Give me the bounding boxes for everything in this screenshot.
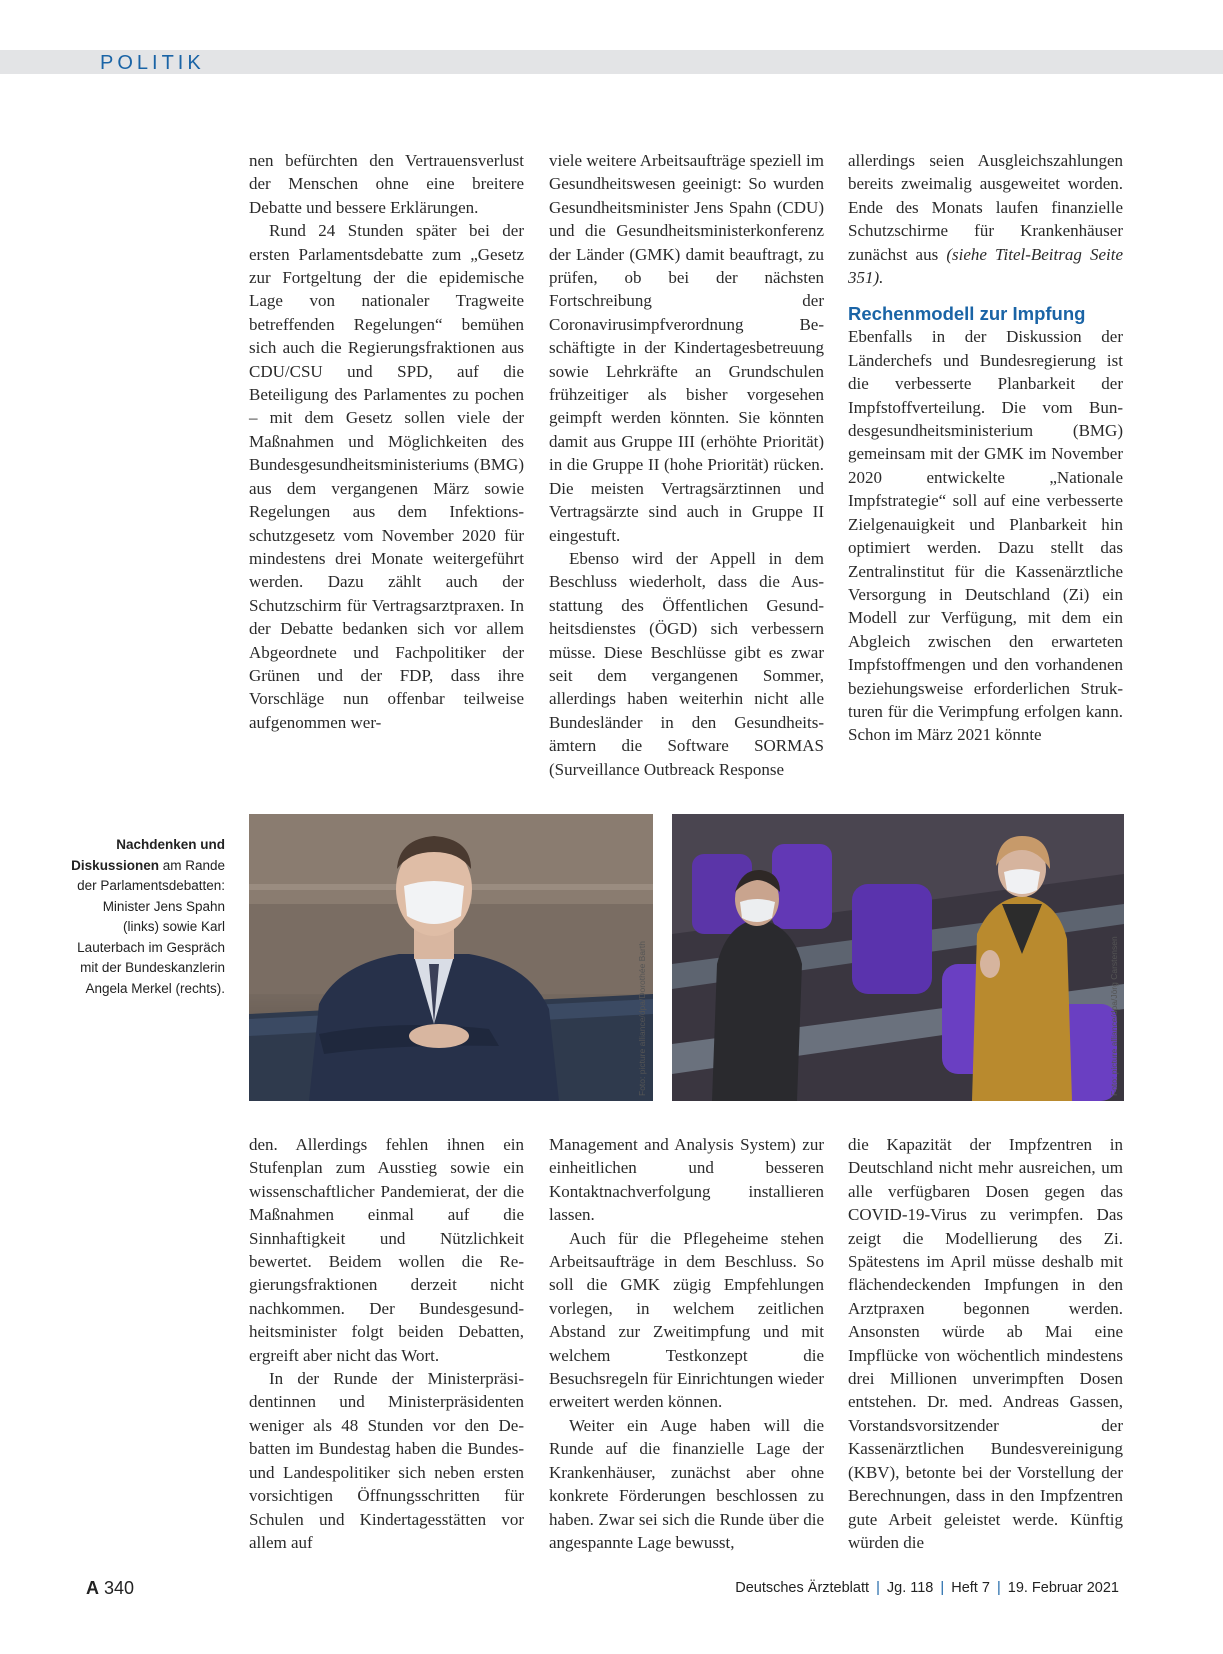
paragraph: Management and Analysis System) zur einheitlichen und besseren Kontaktnachverfolgung installieren lassen.	[549, 1135, 824, 1225]
photo-spahn-illustration	[249, 814, 653, 1101]
photo-lauterbach-merkel	[672, 814, 1124, 1101]
section-label: POLITIK	[100, 52, 205, 74]
photo-credit: Foto: picture alliance/dpa/Jörg Carstensen	[1109, 936, 1119, 1096]
subheading: Rechenmodell zur Impfung	[848, 303, 1086, 325]
separator: |	[876, 1580, 880, 1596]
paragraph: Weiter ein Auge haben will die Runde auf die finanzielle Lage der Krankenhäuser, zunächst aber ohne konkrete Förderungen beschlossen zu haben. Zwar sei sich die Runde über die angespannte Lage bewusst,	[549, 1415, 824, 1552]
caption-text: am Rande der Parlamentsdebatten: Minister Jens Spahn (links) sowie Karl Lauterbach im Gespräch mit der Bundeskanzlerin Angela Merkel (rechts).	[77, 857, 225, 996]
photo-caption	[70, 835, 225, 999]
paragraph: Ebenso wird der Appell in dem Beschluss wiederholt, dass die Ausstattung des Öffentlichen Gesundheitsdienstes (ÖGD) sich verbessern müsse. Diese Beschlüsse gibt es zwar seit dem vergangenen Sommer, allerdings haben weiterhin nicht alle Bundesländer in den Gesundheitsämtern die Software SORMAS (Surveillance Outbreack Response	[549, 548, 824, 779]
cross-reference: (siehe Titel-Beitrag Seite 351).	[848, 244, 1123, 288]
upper-column-1	[249, 149, 524, 734]
paragraph: In der Runde der Ministerpräsidentinnen und Ministerpräsidenten weniger als 48 Stunden vor den Debatten im Bundestag haben die Bundes- und Landespolitiker sich neben ersten vorsichtigen Öffnungsschritten für Schulen und Kindertagesstätten vor allem auf	[249, 1369, 524, 1552]
upper-column-2	[549, 149, 824, 781]
paragraph-text: allerdings seien Ausgleichszahlungen bereits zweimalig ausgeweitet worden. Ende des Monats laufen finanzielle Schutzschirme für Krankenhäuser zunächst aus	[848, 151, 1123, 264]
separator: |	[996, 1580, 1001, 1596]
page-prefix: A	[86, 1578, 99, 1598]
lower-column-1	[249, 1133, 524, 1554]
paragraph: die Kapazität der Impfzentren in Deutschland nicht mehr ausreichen, um alle verfügbaren Dosen gegen das COVID-19-Virus zu verimpfen. Das zeigt die Modellierung des Zi. Spätestens im April müsse deshalb mit flächendeckenden Impfungen in den Arztpraxen begonnen werden. Ansonsten würde ab Mai eine Impflücke von wöchentlich mindestens drei Millionen unverimpften Dosen entstehen. Dr. med. Andreas Gassen, Vorstandsvorsitzender der Kassenärztlichen Bundesvereinigung (KBV), betonte bei der Vorstellung der Berechnungen, dass in den Impfzentren gute Arbeit geleistet werde. Künftig würden die	[848, 1135, 1123, 1552]
photo-spahn	[249, 814, 653, 1101]
caption-lead: Nachdenken und Diskussionen	[71, 837, 225, 873]
page-number-value: 340	[104, 1578, 135, 1598]
journal-name: Deutsches Ärzteblatt	[735, 1580, 870, 1596]
journal-info	[735, 1580, 1119, 1596]
paragraph: Ebenfalls in der Diskussion der Länderchefs und Bundesregierung ist die verbesserte Planbarkeit der Impfstoffverteilung. Die vom Bundesgesundheitsministerium (BMG) gemeinsam mit der GMK im November 2020 entwickelte „Nationale Impfstrategie“ soll auf eine verbesserte Zielgenauigkeit und Planbarkeit hin optimiert werden. Dazu stellt das Zentralinstitut für die Kassenärztliche Versorgung in Deutschland (Zi) ein Modell zur Verfügung, mit dem ein Abgleich zwischen den erwarteten Impfstoffmengen und den vorhandenen beziehungsweise erforderlichen Strukturen für die Verimpfung erfolgen kann. Schon im März 2021 könnte	[848, 327, 1123, 745]
lower-column-3	[848, 1133, 1123, 1554]
paragraph: Rund 24 Stunden später bei der ersten Parlamentsdebatte zum „Gesetz zur Fortgeltung der die epidemische Lage von nationaler Tragweite betreffenden Regelungen“ bemühen sich auch die Regierungsfraktionen aus CDU/CSU und SPD, auf die Beteiligung des Parlamentes zu pochen – mit dem Gesetz sollen viele der Maßnahmen und Möglichkeiten des Bundesgesundheitsministeriums (BMG) aus dem vergangenen März sowie Regelungen aus dem Infektionsschutzgesetz vom November 2020 für mindestens drei Monate weitergeführt werden. Dazu zählt auch der Schutzschirm für Vertragsarztpraxen. In der Debatte bedanken sich vor allem Abgeordnete und Fachpolitiker der Grünen und der FDP, dass ihre Vorschläge nun offenbar teilweise aufgenommen wer-	[249, 221, 524, 732]
journal-issue: Heft 7	[951, 1580, 990, 1596]
photo-lauterbach-merkel-illustration	[672, 814, 1124, 1101]
paragraph: den. Allerdings fehlen ihnen ein Stufenplan zum Ausstieg sowie ein wissenschaftlicher Pandemierat, der die Maßnahmen einmal auf die Sinnhaftigkeit und Nützlichkeit bewertet. Beidem wollen die Regierungsfraktionen derzeit nicht nachkommen. Der Bundesgesundheitsminister folgt beiden Debatten, ergreift aber nicht das Wort.	[249, 1135, 524, 1365]
paragraph: viele weitere Arbeitsaufträge speziell im Gesundheitswesen geeinigt: So wurden Gesundheitsminister Jens Spahn (CDU) und die Gesundheitsministerkonferenz der Länder (GMK) damit beauftragt, zu prüfen, ob bei der nächsten Fortschreibung der Coronavirusimpfverordnung Beschäftigte in der Kindertagesbetreuung sowie Lehrkräfte an Grundschulen frühzeitiger als bisher vorgesehen geimpft werden könnten. Sie könnten damit aus Gruppe III (erhöhte Priorität) in die Gruppe II (hohe Priorität) rücken. Die meisten Vertragsärztinnen und Vertragsärzte sind auch in Gruppe II eingestuft.	[549, 151, 824, 545]
paragraph	[848, 149, 1123, 289]
journal-date: 19. Februar 2021	[1007, 1580, 1119, 1596]
paragraph: Auch für die Pflegeheime stehen Arbeitsaufträge in dem Beschluss. So soll die GMK zügig Empfehlungen vorlegen, in welchem zeitlichen Abstand zur Zweitimpfung und mit welchem Testkonzept die Besuchsregeln für Einrichtungen wieder erweitert werden können.	[549, 1228, 824, 1412]
photo-credit: Foto: picture alliance/dpa/Dorothée Barth	[637, 941, 647, 1096]
lower-column-2	[549, 1133, 824, 1554]
separator: |	[940, 1580, 945, 1596]
page-number	[86, 1578, 134, 1599]
journal-volume: Jg. 118	[886, 1580, 934, 1596]
paragraph: nen befürchten den Vertrauensverlust der Menschen ohne eine breitere Debatte und bessere Erklärungen.	[249, 151, 524, 217]
upper-column-3	[848, 149, 1123, 747]
